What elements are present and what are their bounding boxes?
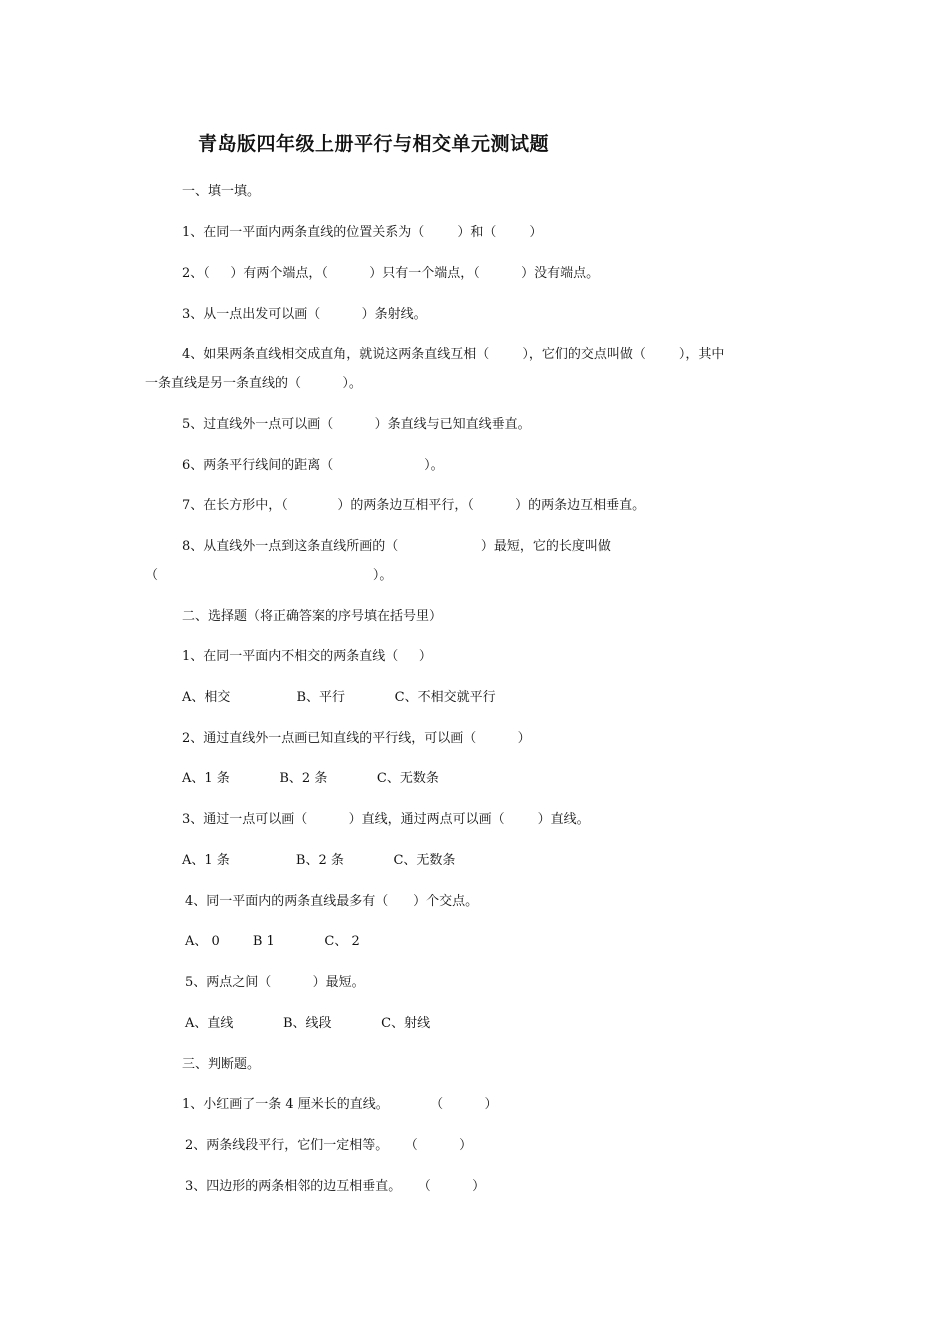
question-line: 4、同一平面内的两条直线最多有（ ）个交点。: [185, 894, 479, 909]
question-line: 2、（ ）有两个端点，（ ）只有一个端点，（ ）没有端点。: [182, 266, 600, 281]
answer-options: A、1 条 B、2 条 C、无数条: [182, 771, 439, 786]
question-line: 2、两条线段平行，它们一定相等。 （ ）: [185, 1138, 473, 1153]
question-line: 1、小红画了一条 4 厘米长的直线。 （ ）: [182, 1097, 498, 1112]
answer-options: A、直线 B、线段 C、射线: [185, 1016, 431, 1031]
question-line: 2、通过直线外一点画已知直线的平行线，可以画（ ）: [182, 731, 531, 746]
question-line: 7、在长方形中，（ ）的两条边互相平行，（ ）的两条边互相垂直。: [182, 498, 646, 513]
answer-options: A、1 条 B、2 条 C、无数条: [182, 853, 456, 868]
question-line-continued: 一条直线是另一条直线的（ ）。: [145, 376, 362, 391]
question-line: 8、从直线外一点到这条直线所画的（ ）最短，它的长度叫做: [182, 539, 611, 554]
question-line: 5、两点之间（ ）最短。: [185, 975, 365, 990]
question-line: 6、两条平行线间的距离（ ）。: [182, 458, 444, 473]
page-title: 青岛版四年级上册平行与相交单元测试题: [198, 133, 550, 155]
answer-options: A、 0 B 1 C、 2: [185, 934, 360, 949]
question-line-continued: （ ）。: [145, 568, 393, 583]
section-heading-true-false: 三、判断题。: [182, 1057, 261, 1072]
section-heading-fill-in: 一、填一填。: [182, 184, 261, 199]
question-line: 3、从一点出发可以画（ ）条射线。: [182, 307, 427, 322]
question-line: 4、如果两条直线相交成直角，就说这两条直线互相（ ），它们的交点叫做（ ），其中: [182, 347, 725, 362]
question-line: 1、在同一平面内不相交的两条直线（ ）: [182, 649, 432, 664]
question-line: 1、在同一平面内两条直线的位置关系为（ ）和（ ）: [182, 225, 543, 240]
question-line: 5、过直线外一点可以画（ ）条直线与已知直线垂直。: [182, 417, 531, 432]
section-heading-multiple-choice: 二、选择题（将正确答案的序号填在括号里）: [182, 609, 443, 624]
question-line: 3、通过一点可以画（ ）直线，通过两点可以画（ ）直线。: [182, 812, 590, 827]
question-line: 3、四边形的两条相邻的边互相垂直。 （ ）: [185, 1179, 486, 1194]
answer-options: A、相交 B、平行 C、不相交就平行: [182, 690, 496, 705]
